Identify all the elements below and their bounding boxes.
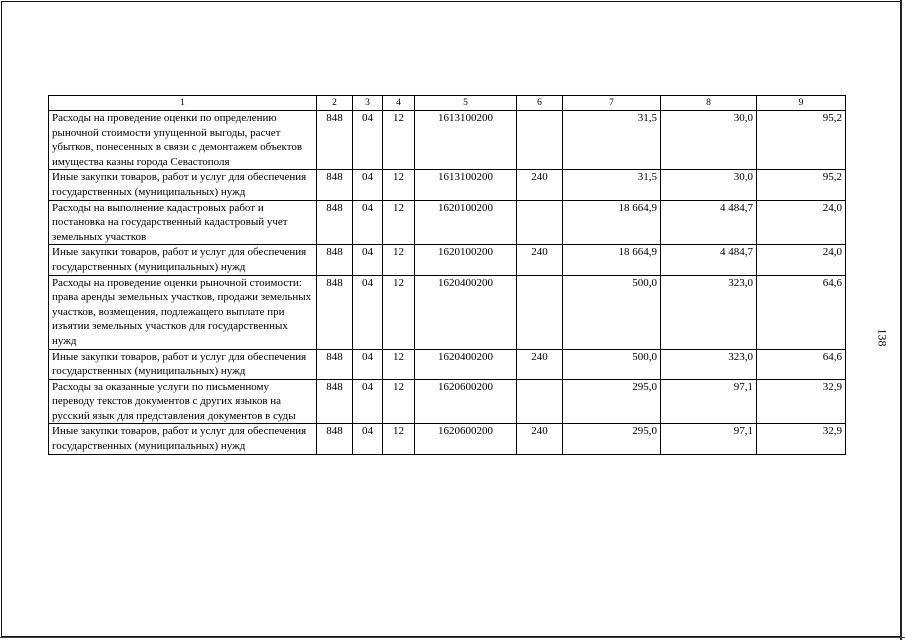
table-row xyxy=(49,349,846,379)
table-row xyxy=(49,111,846,170)
cell-section: 04 xyxy=(353,200,383,245)
cell-expense-type xyxy=(517,200,563,245)
cell-actual: 4 484,7 xyxy=(661,200,757,245)
cell-percent: 95,2 xyxy=(757,111,846,170)
cell-target-article: 1620400200 xyxy=(415,349,517,379)
cell-plan: 31,5 xyxy=(563,170,661,200)
cell-actual: 97,1 xyxy=(661,424,757,454)
table-row xyxy=(49,424,846,454)
cell-admin-code: 848 xyxy=(317,275,353,349)
cell-target-article: 1620600200 xyxy=(415,379,517,424)
header-row xyxy=(49,96,846,111)
cell-percent: 32,9 xyxy=(757,379,846,424)
col-header-3: 3 xyxy=(353,96,383,111)
cell-subsection: 12 xyxy=(383,275,415,349)
cell-section: 04 xyxy=(353,111,383,170)
cell-section: 04 xyxy=(353,379,383,424)
cell-actual: 30,0 xyxy=(661,170,757,200)
row-description: Иные закупки товаров, работ и услуг для обеспечения государственных (муниципальных) нужд xyxy=(49,349,317,379)
cell-subsection: 12 xyxy=(383,379,415,424)
col-header-5: 5 xyxy=(415,96,517,111)
cell-percent: 64,6 xyxy=(757,275,846,349)
cell-expense-type: 240 xyxy=(517,170,563,200)
cell-subsection: 12 xyxy=(383,111,415,170)
page-number: 138 xyxy=(875,328,890,347)
cell-expense-type: 240 xyxy=(517,245,563,275)
table-row xyxy=(49,200,846,245)
row-description: Расходы на проведение оценки рыночной стоимости: права аренды земельных участков, продажи земельных участков, возмещения, подлежащего выплате при изъятии земельных участков для государственных нужд xyxy=(49,275,317,349)
row-description: Иные закупки товаров, работ и услуг для обеспечения государственных (муниципальных) нужд xyxy=(49,424,317,454)
cell-actual: 97,1 xyxy=(661,379,757,424)
cell-plan: 18 664,9 xyxy=(563,200,661,245)
row-description: Иные закупки товаров, работ и услуг для обеспечения государственных (муниципальных) нужд xyxy=(49,245,317,275)
cell-expense-type xyxy=(517,275,563,349)
cell-admin-code: 848 xyxy=(317,170,353,200)
cell-admin-code: 848 xyxy=(317,245,353,275)
cell-target-article: 1620600200 xyxy=(415,424,517,454)
col-header-1: 1 xyxy=(49,96,317,111)
cell-admin-code: 848 xyxy=(317,200,353,245)
scan-edge-bottom xyxy=(0,637,905,638)
cell-section: 04 xyxy=(353,170,383,200)
table-row xyxy=(49,379,846,424)
col-header-9: 9 xyxy=(757,96,846,111)
col-header-8: 8 xyxy=(661,96,757,111)
table-row xyxy=(49,245,846,275)
col-header-7: 7 xyxy=(563,96,661,111)
table-row xyxy=(49,275,846,349)
cell-section: 04 xyxy=(353,349,383,379)
cell-actual: 323,0 xyxy=(661,349,757,379)
cell-target-article: 1613100200 xyxy=(415,111,517,170)
cell-expense-type xyxy=(517,111,563,170)
col-header-6: 6 xyxy=(517,96,563,111)
cell-target-article: 1620100200 xyxy=(415,245,517,275)
cell-subsection: 12 xyxy=(383,245,415,275)
col-header-4: 4 xyxy=(383,96,415,111)
cell-expense-type: 240 xyxy=(517,349,563,379)
scan-edge-right xyxy=(900,0,902,640)
cell-admin-code: 848 xyxy=(317,111,353,170)
row-description: Расходы на выполнение кадастровых работ и постановка на государственный кадастровый учет земельных участков xyxy=(49,200,317,245)
cell-subsection: 12 xyxy=(383,424,415,454)
cell-percent: 64,6 xyxy=(757,349,846,379)
cell-actual: 4 484,7 xyxy=(661,245,757,275)
cell-percent: 95,2 xyxy=(757,170,846,200)
cell-percent: 24,0 xyxy=(757,200,846,245)
cell-target-article: 1620100200 xyxy=(415,200,517,245)
cell-section: 04 xyxy=(353,275,383,349)
cell-actual: 30,0 xyxy=(661,111,757,170)
cell-admin-code: 848 xyxy=(317,349,353,379)
cell-actual: 323,0 xyxy=(661,275,757,349)
cell-plan: 31,5 xyxy=(563,111,661,170)
row-description: Иные закупки товаров, работ и услуг для обеспечения государственных (муниципальных) нужд xyxy=(49,170,317,200)
cell-plan: 500,0 xyxy=(563,349,661,379)
table-row xyxy=(49,170,846,200)
row-description: Расходы за оказанные услуги по письменному переводу текстов документов с других языков на русский язык для представления документов в суды xyxy=(49,379,317,424)
cell-plan: 18 664,9 xyxy=(563,245,661,275)
cell-percent: 32,9 xyxy=(757,424,846,454)
cell-percent: 24,0 xyxy=(757,245,846,275)
cell-subsection: 12 xyxy=(383,200,415,245)
cell-subsection: 12 xyxy=(383,170,415,200)
cell-subsection: 12 xyxy=(383,349,415,379)
cell-admin-code: 848 xyxy=(317,379,353,424)
cell-target-article: 1613100200 xyxy=(415,170,517,200)
cell-expense-type xyxy=(517,379,563,424)
cell-plan: 295,0 xyxy=(563,379,661,424)
cell-target-article: 1620400200 xyxy=(415,275,517,349)
col-header-2: 2 xyxy=(317,96,353,111)
cell-section: 04 xyxy=(353,424,383,454)
cell-section: 04 xyxy=(353,245,383,275)
cell-plan: 295,0 xyxy=(563,424,661,454)
cell-expense-type: 240 xyxy=(517,424,563,454)
cell-plan: 500,0 xyxy=(563,275,661,349)
row-description: Расходы на проведение оценки по определению рыночной стоимости упущенной выгоды, расчет убытков, понесенных в связи с демонтажем объектов имущества казны города Севастополя xyxy=(49,111,317,170)
budget-table xyxy=(48,95,846,455)
cell-admin-code: 848 xyxy=(317,424,353,454)
